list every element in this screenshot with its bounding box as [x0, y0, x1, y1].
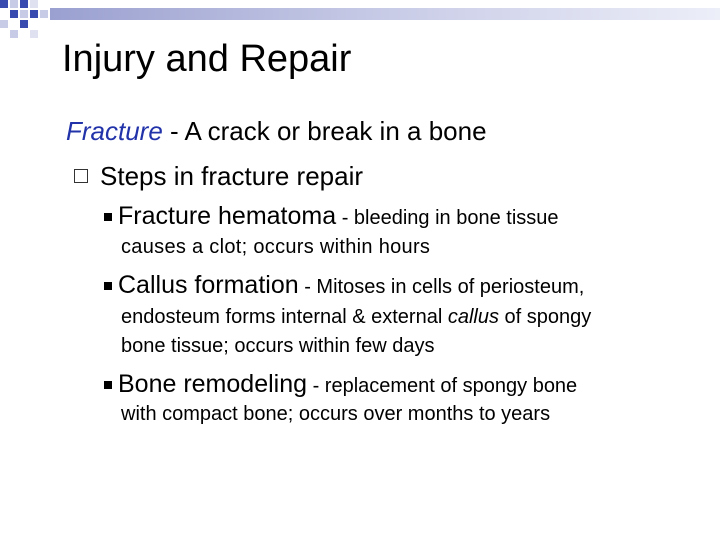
square-bullet-icon — [104, 282, 112, 290]
step-text: - Mitoses in cells of periosteum, — [298, 276, 585, 298]
step-item — [104, 201, 559, 233]
step-item — [104, 369, 577, 401]
step-continuation: with compact bone; occurs over months to years — [121, 403, 551, 425]
step-term: Callus formation — [118, 271, 299, 299]
step-item — [104, 270, 584, 302]
definition-line — [66, 115, 487, 147]
step-text: of spongy — [498, 306, 592, 328]
definition-text: - A crack or break in a bone — [162, 116, 487, 146]
definition-term: Fracture — [66, 116, 163, 146]
step-continuation: bone tissue; occurs within few days — [121, 335, 435, 357]
steps-heading-text: Steps in fracture repair — [100, 161, 364, 191]
square-bullet-icon — [104, 381, 112, 389]
steps-heading — [74, 160, 363, 192]
slide-title: Injury and Repair — [62, 38, 352, 80]
step-text: - replacement of spongy bone — [307, 375, 578, 397]
step-text: - bleeding in bone tissue — [336, 207, 559, 229]
step-text: endosteum forms internal & external — [121, 306, 448, 328]
step-term: Bone remodeling — [118, 370, 308, 398]
step-continuation — [121, 302, 591, 332]
checkbox-bullet-icon — [74, 169, 88, 183]
step-continuation: causes a clot; occurs within hours — [121, 236, 431, 258]
step-term: Fracture hematoma — [118, 202, 337, 230]
callus-emphasis: callus — [447, 306, 499, 328]
square-bullet-icon — [104, 213, 112, 221]
